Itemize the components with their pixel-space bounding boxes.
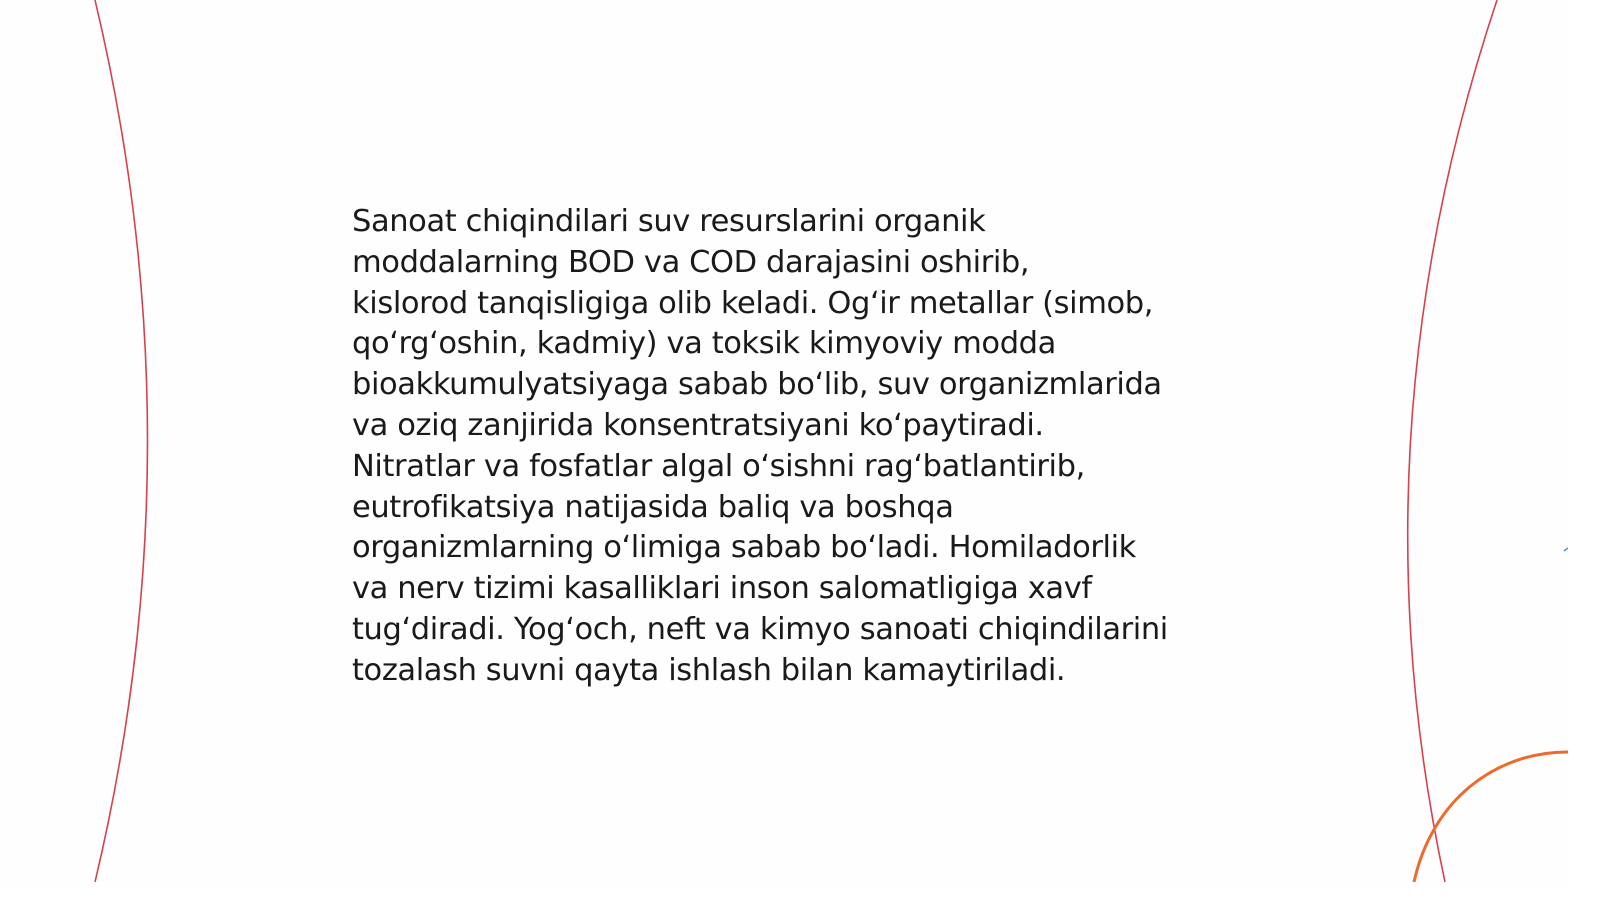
left-curve-line — [95, 0, 148, 882]
right-edge-mark — [1564, 548, 1568, 551]
paragraph-line: bioakkumulyatsiyaga sabab bo‘lib, suv organizmlarida — [352, 367, 1162, 403]
paragraph-line: kislorod tanqisligiga olib keladi. Og‘ir metallar (simob, — [352, 285, 1154, 321]
body-paragraph — [352, 202, 1232, 692]
paragraph-line: eutrofikatsiya natijasida baliq va boshqa — [352, 489, 954, 525]
paragraph-line: qo‘rg‘oshin, kadmiy) va toksik kimyoviy modda — [352, 326, 1056, 362]
paragraph-line: Nitratlar va fosfatlar algal o‘sishni rag‘batlantirib, — [352, 448, 1085, 484]
right-curve-line — [1408, 0, 1497, 882]
paragraph-line: tug‘diradi. Yog‘och, neft va kimyo sanoati chiqindilarini — [352, 611, 1168, 647]
paragraph-line: tozalash suvni qayta ishlash bilan kamaytiriladi. — [352, 652, 1066, 688]
paragraph-line: va oziq zanjirida konsentratsiyani ko‘paytiradi. — [352, 407, 1044, 443]
orange-arc — [1414, 752, 1568, 882]
paragraph-line: moddalarning BOD va COD darajasini oshirib, — [352, 244, 1030, 280]
paragraph-line: va nerv tizimi kasalliklari inson salomatligiga xavf — [352, 571, 1092, 607]
paragraph-line: Sanoat chiqindilari suv resurslarini organik — [352, 204, 986, 239]
paragraph-line: organizmlarning o‘limiga sabab bo‘ladi. Homiladorlik — [352, 530, 1136, 566]
